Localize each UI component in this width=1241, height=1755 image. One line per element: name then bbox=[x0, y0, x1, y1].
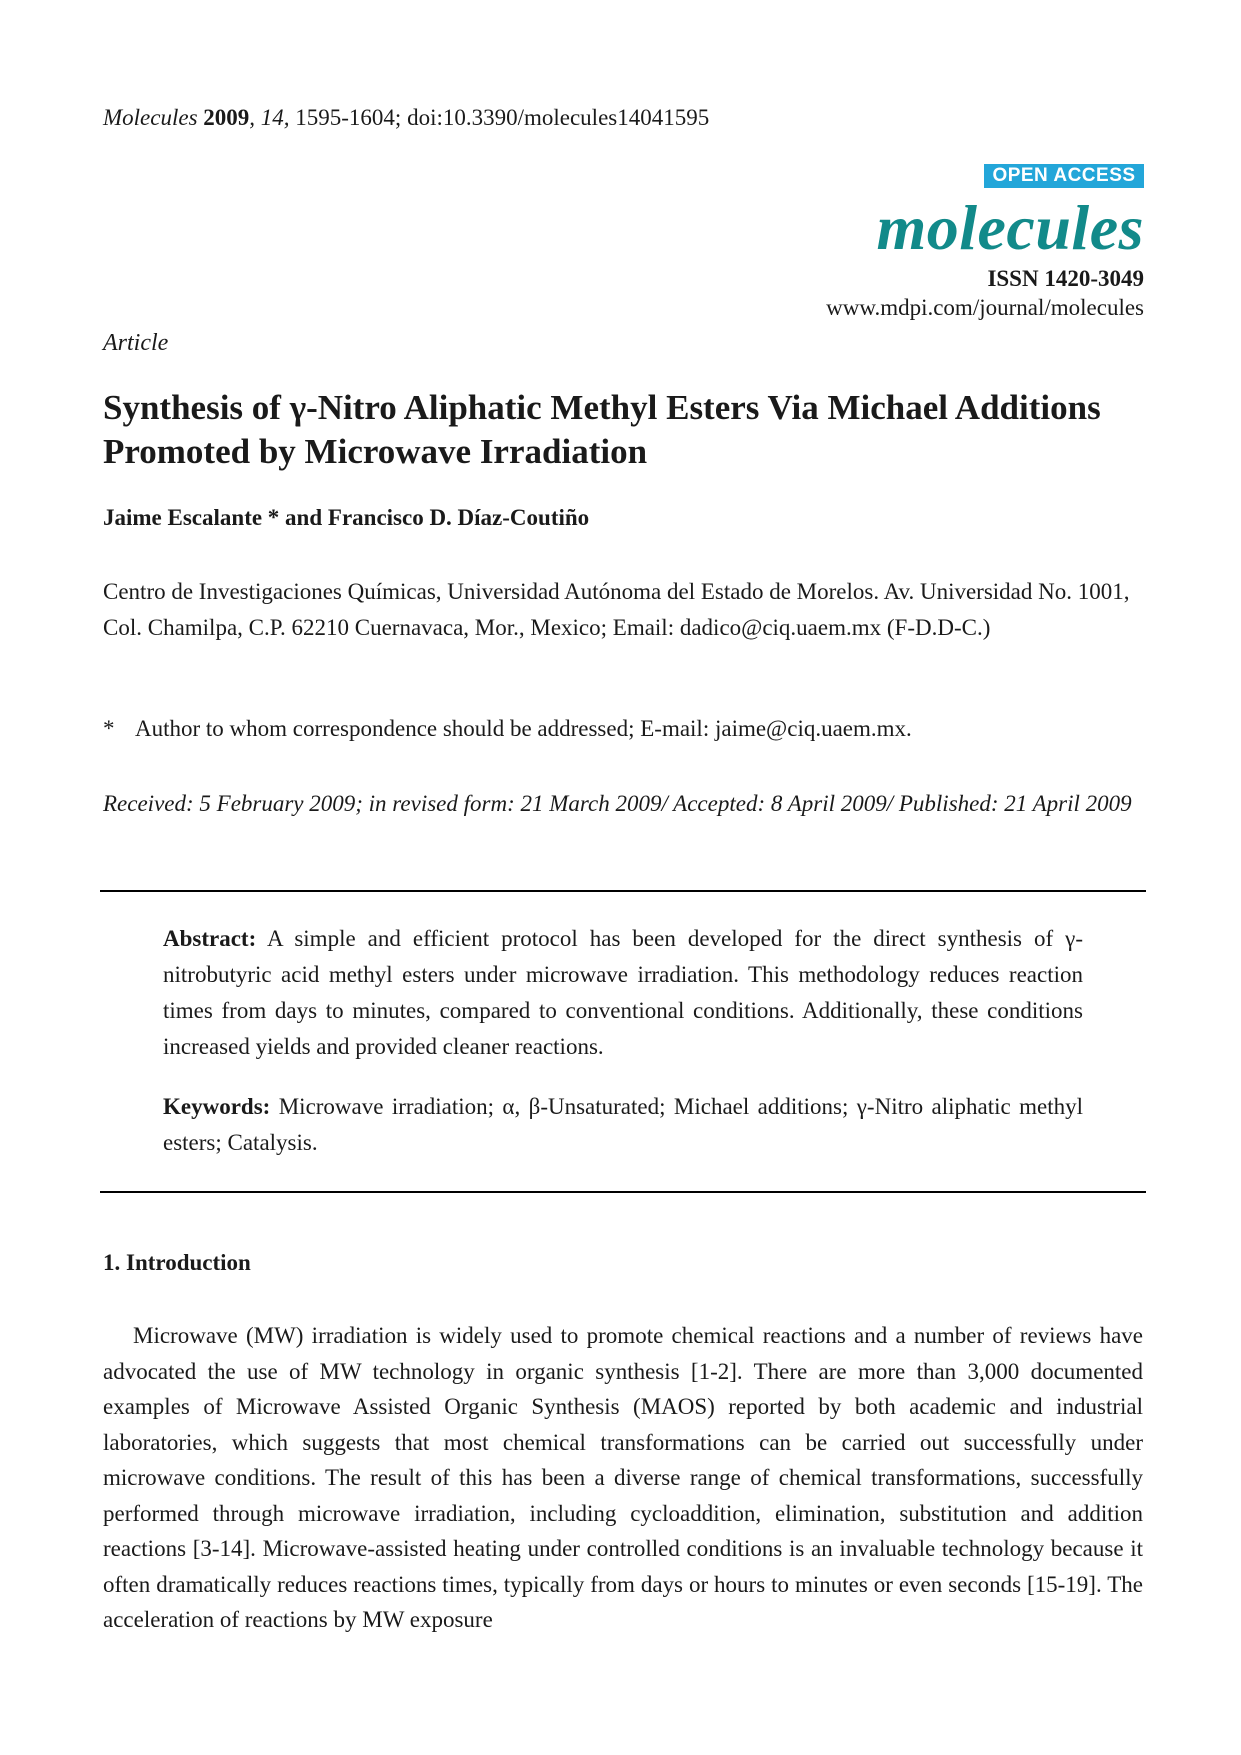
citation-journal: Molecules bbox=[103, 105, 198, 130]
issn: ISSN 1420-3049 bbox=[987, 266, 1144, 291]
journal-url: www.mdpi.com/journal/molecules bbox=[826, 295, 1144, 320]
keywords-text: Microwave irradiation; α, β-Unsaturated; Michael additions; γ-Nitro aliphatic methyl esters; Catalysis. bbox=[163, 1094, 1083, 1155]
open-access-badge: OPEN ACCESS bbox=[984, 164, 1144, 188]
citation-volume: , 14, bbox=[249, 105, 290, 130]
publication-dates: Received: 5 February 2009; in revised form: 21 March 2009/ Accepted: 8 April 2009/ Published: 21 April 2009 bbox=[103, 791, 1132, 816]
correspondence-note bbox=[103, 716, 1143, 742]
correspondence-star: * bbox=[103, 716, 115, 741]
affiliation: Centro de Investigaciones Químicas, Universidad Autónoma del Estado de Morelos. Av. Universidad No. 1001, Col. Chamilpa, C.P. 62210 Cuernavaca, Mor., Mexico; Email: dadico@ciq.uaem.mx (F-D.D-C.) bbox=[103, 579, 1130, 640]
divider-top bbox=[100, 890, 1146, 892]
journal-logo-text: molecules bbox=[876, 192, 1144, 263]
citation-year: 2009 bbox=[203, 105, 250, 130]
authors: Jaime Escalante * and Francisco D. Díaz-Coutiño bbox=[103, 505, 590, 530]
keywords bbox=[163, 1089, 1083, 1161]
abstract bbox=[163, 921, 1083, 1065]
abstract-label: Abstract: bbox=[163, 926, 257, 951]
introduction-paragraph: Microwave (MW) irradiation is widely used to promote chemical reactions and a number of reviews have advocated the use of MW technology in organic synthesis [1-2]. There are more than 3,000 documented examples of Microwave Assisted Organic Synthesis (MAOS) reported by both academic and industrial laboratories, which suggests that most chemical transformations can be carried out successfully under microwave conditions. The result of this has been a diverse range of chemical transformations, successfully performed through microwave irradiation, including cycloaddition, elimination, substitution and addition reactions [3-14]. Microwave-assisted heating under controlled conditions is an invaluable technology because it often dramatically reduces reactions times, typically from days or hours to minutes or even seconds [15-19]. The acceleration of reactions by MW exposure bbox=[103, 1323, 1143, 1632]
article-type: Article bbox=[103, 330, 169, 356]
abstract-text: A simple and efficient protocol has been developed for the direct synthesis of γ-nitrobutyric acid methyl esters under microwave irradiation. This methodology reduces reaction times from days to minutes, compared to conventional conditions. Additionally, these conditions increased yields and provided cleaner reactions. bbox=[163, 926, 1083, 1059]
citation-pages-doi: 1595-1604; doi:10.3390/molecules14041595 bbox=[289, 105, 710, 130]
article-title: Synthesis of γ-Nitro Aliphatic Methyl Esters Via Michael Additions Promoted by Microwave Irradiation bbox=[103, 388, 1101, 471]
keywords-label: Keywords: bbox=[163, 1094, 271, 1119]
section-heading-introduction: 1. Introduction bbox=[103, 1250, 251, 1275]
divider-bottom bbox=[100, 1191, 1146, 1193]
correspondence-text: Author to whom correspondence should be addressed; E-mail: jaime@ciq.uaem.mx. bbox=[135, 716, 912, 741]
citation-line bbox=[103, 105, 709, 131]
